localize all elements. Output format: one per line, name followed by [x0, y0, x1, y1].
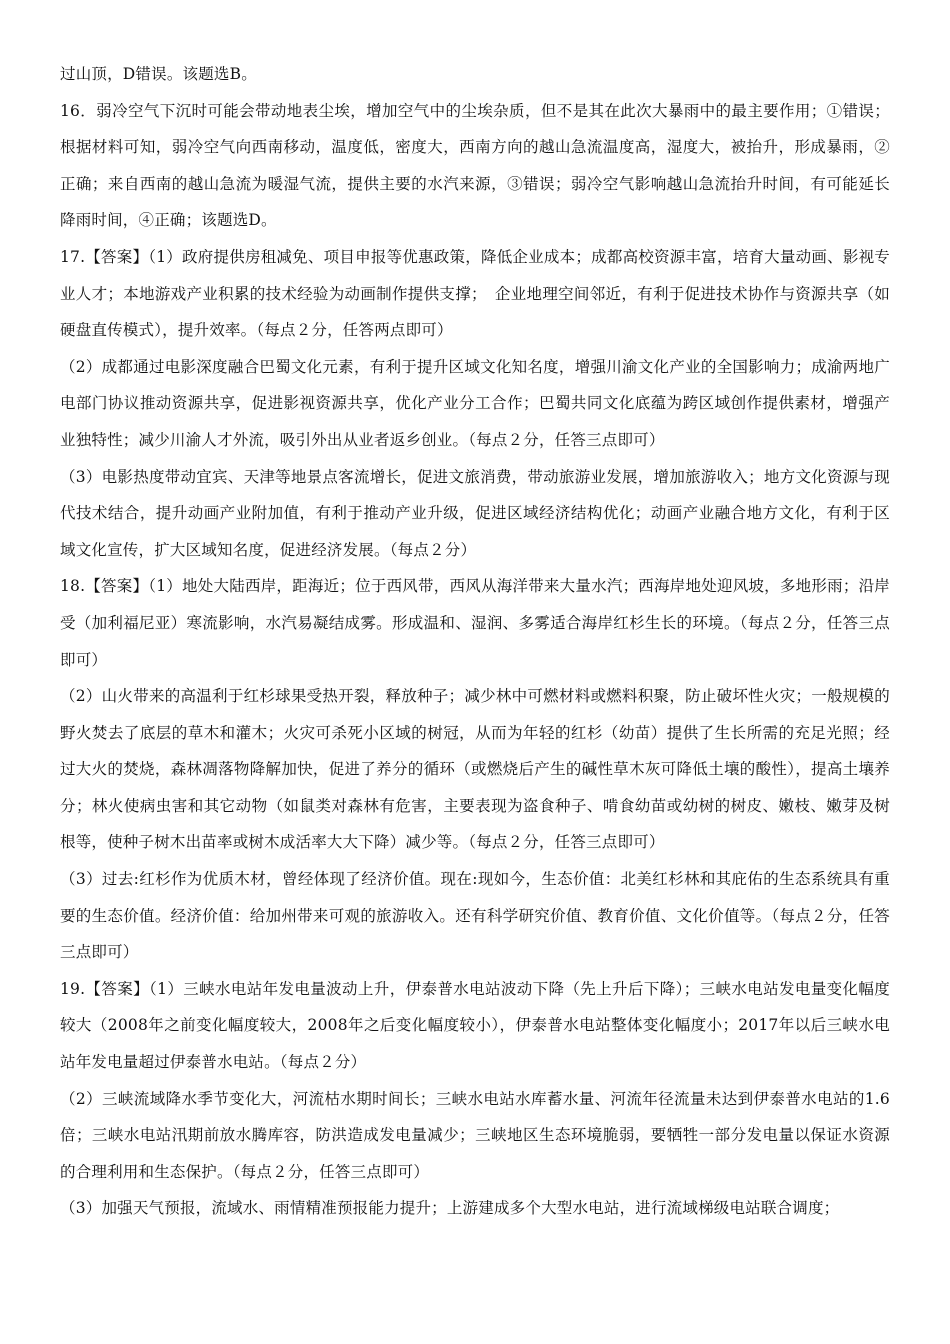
paragraph-q19-part2: （2）三峡流域降水季节变化大，河流枯水期时间长；三峡水电站水库蓄水量、河流年径流量未达到伊泰普水电站的1.6倍；三峡水电站汛期前放水腾库容，防洪造成发电量减少；三峡地区生态环境脆弱，要牺牲一部分发电量以保证水资源的合理利用和生态保护。（每点２分，任答三点即可）	[60, 1089, 890, 1181]
paragraph-q15-tail: 过山顶，D错误。该题选B。	[60, 65, 257, 83]
paragraph-q19-part3: （3）加强天气预报，流域水、雨情精准预报能力提升；上游建成多个大型水电站，进行流域梯级电站联合调度；	[60, 1199, 840, 1218]
paragraph-q18-part2: （2）山火带来的高温利于红杉球果受热开裂，释放种子；减少林中可燃材料或燃料积聚，防止破坏性火灾；一般规模的野火焚去了底层的草木和灌木；火灾可杀死小区域的树冠，从而为年轻的红杉（幼苗）提供了生长所需的充足光照；经过大火的焚烧，森林凋落物降解加快，促进了养分的循环（或燃烧后产生的碱性草木灰可降低土壤的酸性），提高土壤养分；林火使病虫害和其它动物（如鼠类对森林有危害，主要表现为盗食种子、啃食幼苗或幼树的树皮、嫩枝、嫩芽及树根等，使种子树木出苗率或树木成活率大大下降）减少等。（每点２分，任答三点即可）	[60, 687, 890, 852]
paragraph-q17-part3: （3）电影热度带动宜宾、天津等地景点客流增长，促进文旅消费，带动旅游业发展，增加旅游收入；地方文化资源与现代技术结合，提升动画产业附加值，有利于推动产业升级，促进区域经济结构优化；动画产业融合地方文化，有利于区域文化宣传，扩大区域知名度，促进经济发展。（每点２分）	[60, 467, 890, 559]
paragraph-q19-part1: 19.【答案】（1）三峡水电站年发电量波动上升，伊泰普水电站波动下降（先上升后下降）；三峡水电站发电量变化幅度较大（2008年之前变化幅度较大，2008年之后变化幅度较小），伊泰普水电站整体变化幅度小；2017年以后三峡水电站年发电量超过伊泰普水电站。（每点２分）	[60, 979, 890, 1072]
paragraph-q17-part2: （2）成都通过电影深度融合巴蜀文化元素，有利于提升区域文化知名度，增强川渝文化产业的全国影响力；成渝两地广电部门协议推动资源共享，促进影视资源共享，优化产业分工合作；巴蜀共同文化底蕴为跨区域创作提供素材，增强产业独特性；减少川渝人才外流，吸引外出从业者返乡创业。（每点２分，任答三点即可）	[60, 357, 890, 449]
document-page	[60, 56, 890, 1227]
paragraph-q17-part1: 17.【答案】（1）政府提供房租减免、项目申报等优惠政策，降低企业成本；成都高校资源丰富，培育大量动画、影视专业人才；本地游戏产业积累的技术经验为动画制作提供支撑； 企业地理空间邻近，有利于促进技术协作与资源共享（如硬盘直传模式），提升效率。（每点２分，任答两点即可）	[60, 247, 890, 340]
paragraph-q18-part3: （3）过去:红杉作为优质木材，曾经体现了经济价值。现在:现如今，生态价值：北美红杉林和其庇佑的生态系统具有重要的生态价值。经济价值：给加州带来可观的旅游收入。还有科学研究价值、教育价值、文化价值等。（每点２分，任答三点即可）	[60, 870, 890, 962]
paragraph-q16: 16．弱冷空气下沉时可能会带动地表尘埃，增加空气中的尘埃杂质，但不是其在此次大暴雨中的最主要作用；①错误；根据材料可知，弱冷空气向西南移动，温度低，密度大，西南方向的越山急流温度高，湿度大，被抬升，形成暴雨，②正确；来自西南的越山急流为暖湿气流，提供主要的水汽来源，③错误；弱冷空气影响越山急流抬升时间，有可能延长降雨时间，④正确；该题选D。	[60, 101, 890, 230]
paragraph-q18-part1: 18.【答案】（1）地处大陆西岸，距海近；位于西风带，西风从海洋带来大量水汽；西海岸地处迎风坡，多地形雨；沿岸受（加利福尼亚）寒流影响，水汽易凝结成雾。形成温和、湿润、多雾适合海岸红杉生长的环境。（每点２分，任答三点即可）	[60, 577, 890, 669]
